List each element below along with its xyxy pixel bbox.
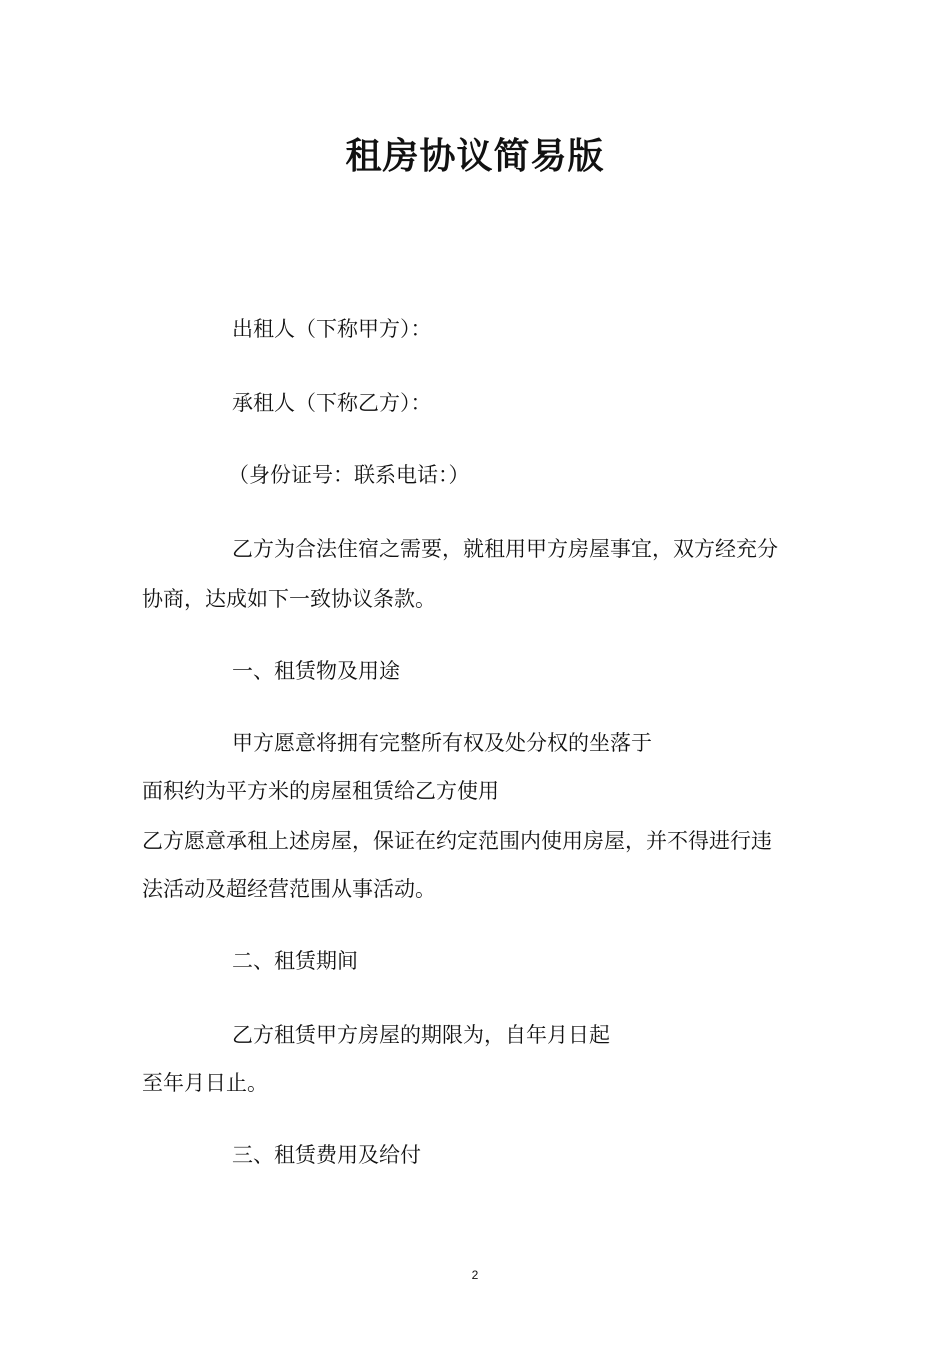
document-title: 租房协议简易版 bbox=[345, 136, 605, 177]
section-1-heading: 一、租赁物及用途 bbox=[232, 659, 400, 683]
lessor-line: 出租人（下称甲方）： bbox=[232, 317, 432, 341]
section-2-line-1: 乙方租赁甲方房屋的期限为，自年月日起 bbox=[232, 1023, 610, 1047]
section-2-heading: 二、租赁期间 bbox=[232, 949, 358, 973]
section-1-line-1: 甲方愿意将拥有完整所有权及处分权的坐落于 bbox=[232, 731, 652, 755]
lessee-line: 承租人（下称乙方）： bbox=[232, 391, 432, 415]
page-number: 2 bbox=[471, 1268, 479, 1282]
intro-paragraph-line-1: 乙方为合法住宿之需要，就租用甲方房屋事宜，双方经充分 bbox=[232, 537, 778, 561]
section-1-line-2: 面积约为平方米的房屋租赁给乙方使用 bbox=[142, 779, 499, 803]
section-1-line-4: 法活动及超经营范围从事活动。 bbox=[142, 877, 436, 901]
id-contact-line: （身份证号：联系电话：） bbox=[228, 463, 470, 487]
section-2-line-2: 至年月日止。 bbox=[142, 1071, 268, 1095]
section-1-line-3: 乙方愿意承租上述房屋，保证在约定范围内使用房屋，并不得进行违 bbox=[142, 829, 772, 853]
intro-paragraph-line-2: 协商，达成如下一致协议条款。 bbox=[142, 587, 436, 611]
section-3-heading: 三、租赁费用及给付 bbox=[232, 1143, 421, 1167]
